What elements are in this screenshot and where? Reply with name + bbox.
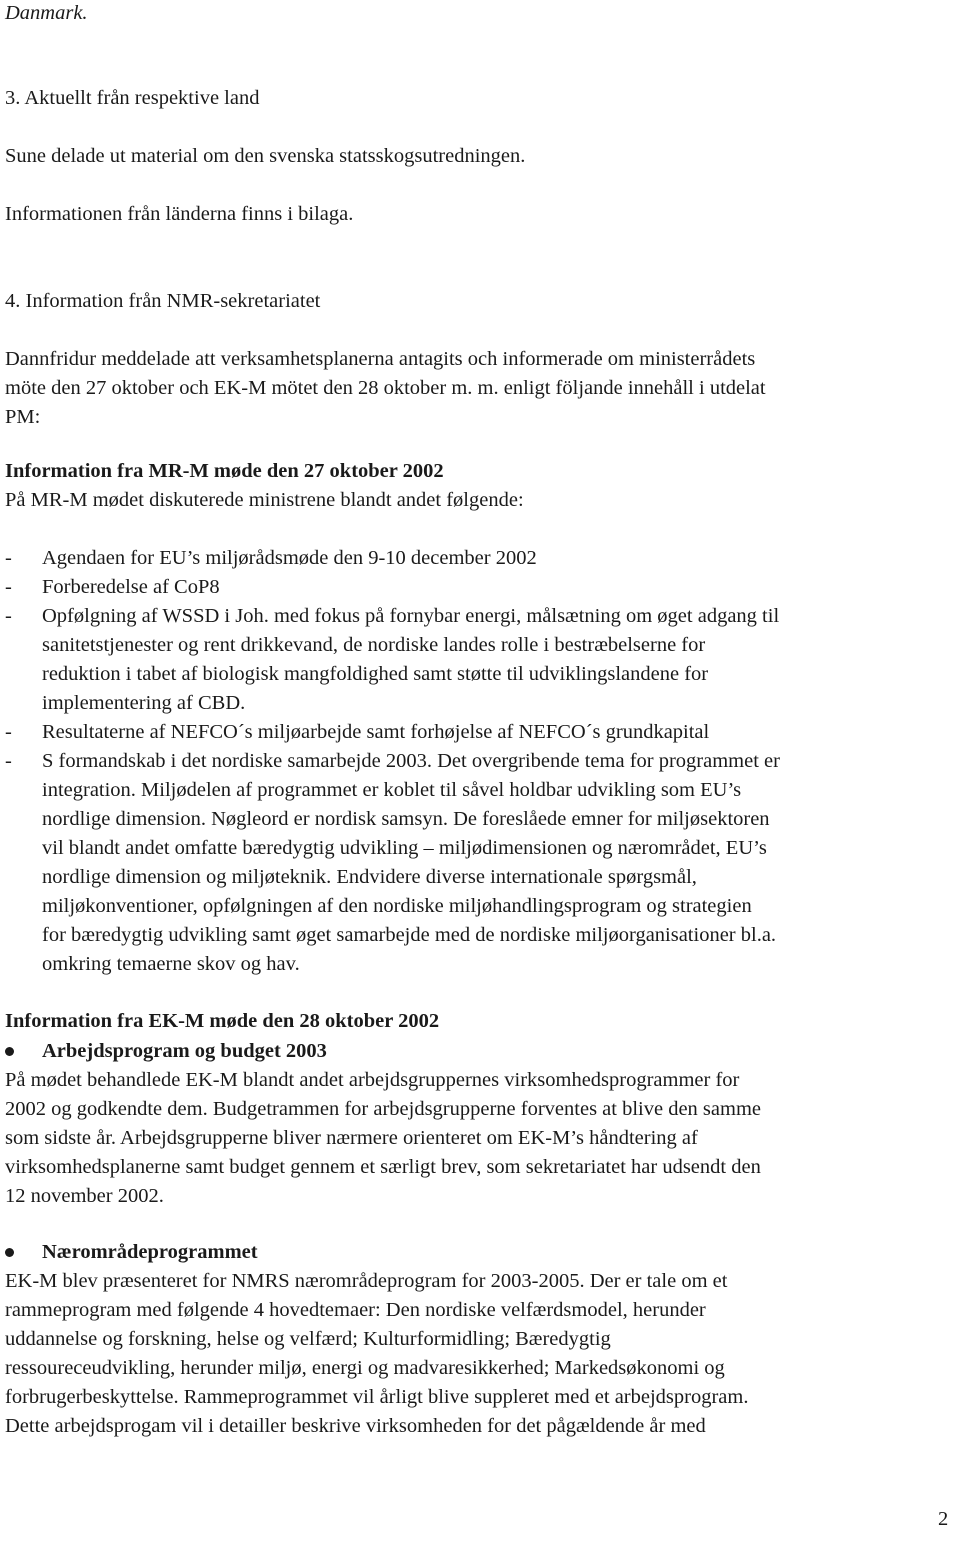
list-item-continuation: vil blandt andet omfatte bæredygtig udvikling – miljødimensionen og nærområdet, EU’s (42, 837, 767, 859)
section-3-paragraph-2: Informationen från länderna finns i bilaga. (5, 203, 354, 225)
paragraph-line: rammeprogram med følgende 4 hovedtemaer: Den nordiske velfærdsmodel, herunder (5, 1299, 706, 1321)
paragraph-line: På mødet behandlede EK-M blandt andet arbejdsgruppernes virksomhedsprogrammer for (5, 1069, 740, 1091)
paragraph-line: 2002 og godkendte dem. Budgetrammen for arbejdsgrupperne forventes at blive den samme (5, 1098, 761, 1120)
list-item-continuation: nordlige dimension. Nøgleord er nordisk samsyn. De foreslåede emner for miljøsektoren (42, 808, 770, 830)
paragraph-line: forbrugerbeskyttelse. Rammeprogrammet vil årligt blive suppleret med et arbejdsprogram. (5, 1386, 749, 1408)
section-3-paragraph-1: Sune delade ut material om den svenska statsskogsutredningen. (5, 145, 526, 167)
section-4-paragraph-line: Dannfridur meddelade att verksamhetsplanerna antagits och informerade om ministerrådets (5, 348, 756, 370)
list-dash: - (5, 547, 12, 569)
previous-page-line: Danmark. (5, 2, 88, 24)
list-item-continuation: nordlige dimension og miljøteknik. Endvidere diverse internationale spørgsmål, (42, 866, 697, 888)
paragraph-line: ressoureceudvikling, herunder miljø, energi og madvaresikkerhed; Markedsøkonomi og (5, 1357, 725, 1379)
list-dash: - (5, 576, 12, 598)
list-item-continuation: omkring temaerne skov og hav. (42, 953, 300, 975)
mr-m-heading: Information fra MR-M møde den 27 oktober 2002 (5, 460, 444, 482)
paragraph-line: som sidste år. Arbejdsgrupperne bliver nærmere orienteret om EK-M’s håndtering af (5, 1127, 698, 1149)
list-item-continuation: implementering af CBD. (42, 692, 246, 714)
list-dash: - (5, 721, 12, 743)
paragraph-line: Dette arbejdsprogam vil i detailler beskrive virksomheden for det pågældende år med (5, 1415, 706, 1437)
list-item-continuation: integration. Miljødelen af programmet er koblet til såvel holdbar udvikling som EU’s (42, 779, 742, 801)
list-item-continuation: miljøkonventioner, opfølgningen af den nordiske miljøhandlingsprogram og strategien (42, 895, 752, 917)
section-4-heading: 4. Information från NMR-sekretariatet (5, 290, 321, 312)
page-number: 2 (938, 1508, 949, 1530)
list-item: Forberedelse af CoP8 (42, 576, 220, 598)
paragraph-line: virksomhedsplanerne samt budget gennem et særligt brev, som sekretariatet har udsendt den (5, 1156, 761, 1178)
list-item: Resultaterne af NEFCO´s miljøarbejde samt forhøjelse af NEFCO´s grundkapital (42, 721, 710, 743)
bullet-title: Nærområdeprogrammet (42, 1241, 258, 1263)
ek-m-heading: Information fra EK-M møde den 28 oktober 2002 (5, 1010, 440, 1032)
list-item: Opfølgning af WSSD i Joh. med fokus på fornybar energi, målsætning om øget adgang til (42, 605, 780, 627)
list-dash: - (5, 605, 12, 627)
list-dash: - (5, 750, 12, 772)
paragraph-line: EK-M blev præsenteret for NMRS nærområdeprogram for 2003-2005. Der er tale om et (5, 1270, 728, 1292)
bullet-title: Arbejdsprogram og budget 2003 (42, 1040, 327, 1062)
mr-m-intro: På MR-M mødet diskuterede ministrene blandt andet følgende: (5, 489, 524, 511)
list-item-continuation: reduktion i tabet af biologisk mangfoldighed samt støtte til udviklingslandene for (42, 663, 709, 685)
list-item-continuation: sanitetstjenester og rent drikkevand, de nordiske landes rolle i bestræbelserne for (42, 634, 706, 656)
paragraph-line: 12 november 2002. (5, 1185, 164, 1207)
section-4-paragraph-line: möte den 27 oktober och EK-M mötet den 28 oktober m. m. enligt följande innehåll i utdelat (5, 377, 766, 399)
bullet-icon (5, 1047, 14, 1056)
paragraph-line: uddannelse og forskning, helse og velfærd; Kulturformidling; Bæredygtig (5, 1328, 611, 1350)
list-item-continuation: for bæredygtig udvikling samt øget samarbejde med de nordiske miljøorganisationer bl.a. (42, 924, 777, 946)
list-item: Agendaen for EU’s miljørådsmøde den 9-10 december 2002 (42, 547, 537, 569)
section-4-paragraph-line: PM: (5, 406, 41, 428)
section-3-heading: 3. Aktuellt från respektive land (5, 87, 260, 109)
bullet-icon (5, 1248, 14, 1257)
list-item: S formandskab i det nordiske samarbejde 2003. Det overgribende tema for programmet er (42, 750, 780, 772)
